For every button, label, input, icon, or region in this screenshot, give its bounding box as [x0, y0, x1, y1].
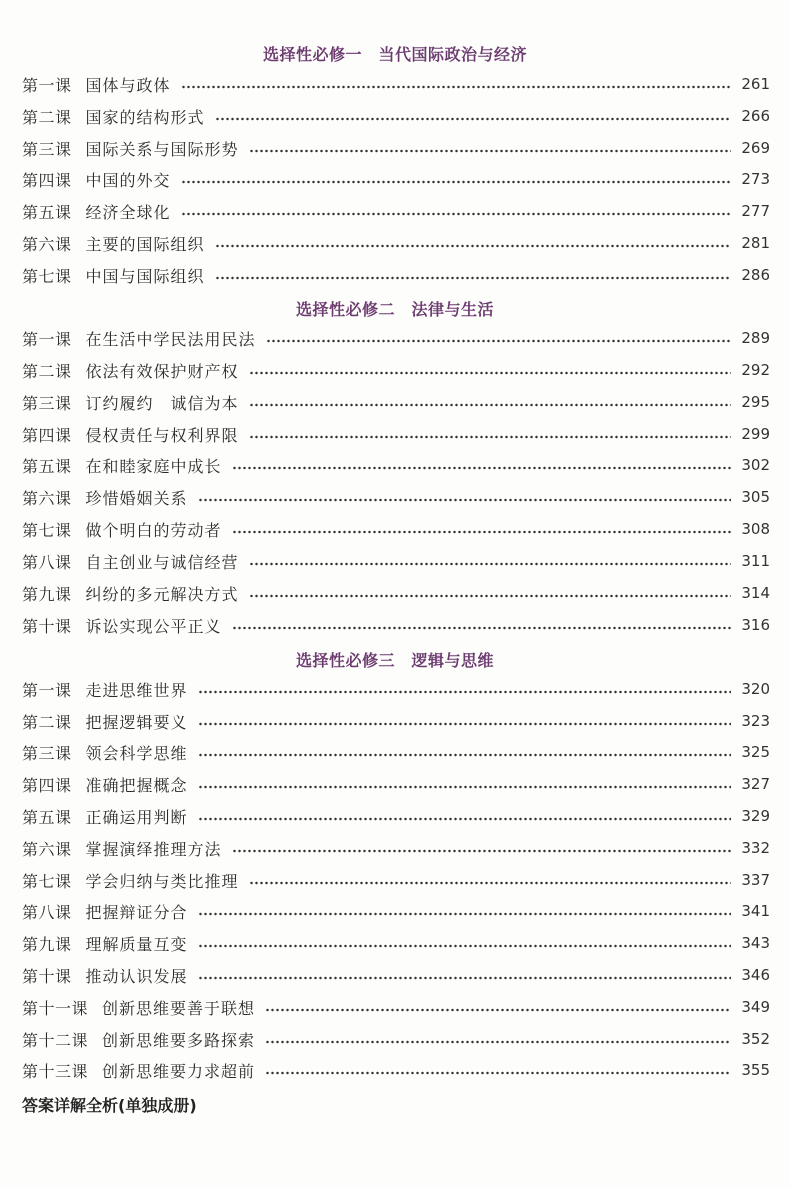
toc-entry[interactable] [22, 199, 770, 223]
toc-entry[interactable] [22, 422, 770, 446]
dot-leader [249, 149, 732, 153]
dot-leader [215, 276, 732, 280]
page-number: 320 [741, 680, 770, 698]
toc-entry[interactable] [22, 1058, 770, 1082]
lesson-title: 侵权责任与权利界限 [85, 425, 239, 445]
page-number: 327 [741, 775, 770, 793]
dot-leader [198, 785, 732, 789]
lesson-title: 做个明白的劳动者 [85, 520, 222, 540]
page-number: 355 [741, 1061, 770, 1079]
toc-entry[interactable] [22, 836, 770, 860]
toc-entry[interactable] [22, 709, 770, 733]
lesson-title: 掌握演绎推理方法 [85, 839, 222, 859]
dot-leader [249, 594, 732, 598]
lesson-title: 依法有效保护财产权 [85, 361, 239, 381]
page-number: 299 [741, 425, 770, 443]
lesson-title: 中国的外交 [85, 170, 171, 190]
lesson-number: 第五课 [22, 202, 72, 222]
toc-entry[interactable] [22, 167, 770, 191]
lesson-number: 第二课 [22, 107, 72, 127]
lesson-title: 走进思维世界 [85, 680, 188, 700]
dot-leader [265, 1071, 731, 1075]
toc-entry[interactable] [22, 772, 770, 796]
page-number: 346 [741, 966, 770, 984]
page-number: 302 [741, 456, 770, 474]
lesson-title: 推动认识发展 [85, 966, 188, 986]
page-number: 314 [741, 584, 770, 602]
lesson-number: 第六课 [22, 488, 72, 508]
lesson-number: 第八课 [22, 902, 72, 922]
lesson-title: 创新思维要力求超前 [102, 1061, 256, 1081]
dot-leader [198, 817, 732, 821]
lesson-title: 国体与政体 [85, 75, 171, 95]
toc-entry[interactable] [22, 740, 770, 764]
toc-entry[interactable] [22, 136, 770, 160]
page-number: 349 [741, 998, 770, 1016]
toc-entry[interactable] [22, 485, 770, 509]
lesson-number: 第六课 [22, 839, 72, 859]
toc-entry[interactable] [22, 677, 770, 701]
lesson-title: 自主创业与诚信经营 [85, 552, 239, 572]
page-number: 352 [741, 1030, 770, 1048]
lesson-number: 第一课 [22, 329, 72, 349]
lesson-number: 第七课 [22, 871, 72, 891]
page-number: 332 [741, 839, 770, 857]
section-title: 选择性必修一 当代国际政治与经济 [262, 45, 527, 64]
lesson-number: 第二课 [22, 712, 72, 732]
lesson-number: 第九课 [22, 934, 72, 954]
page-number: 341 [741, 902, 770, 920]
lesson-title: 国家的结构形式 [85, 107, 205, 127]
toc-entry[interactable] [22, 390, 770, 414]
lesson-title: 准确把握概念 [85, 775, 188, 795]
lesson-title: 把握逻辑要义 [85, 712, 188, 732]
page-number: 286 [741, 266, 770, 284]
dot-leader [215, 117, 732, 121]
toc-entry[interactable] [22, 899, 770, 923]
answer-booklet-note[interactable]: 答案详解全析(单独成册) [22, 1096, 197, 1115]
lesson-title: 理解质量互变 [85, 934, 188, 954]
lesson-number: 第二课 [22, 361, 72, 381]
page-number: 269 [741, 139, 770, 157]
lesson-title: 学会归纳与类比推理 [85, 871, 239, 891]
lesson-number: 第十二课 [22, 1030, 89, 1050]
dot-leader [198, 912, 732, 916]
lesson-title: 国际关系与国际形势 [85, 139, 239, 159]
toc-entry[interactable] [22, 995, 770, 1019]
dot-leader [181, 85, 732, 89]
page-number: 316 [741, 616, 770, 634]
dot-leader [266, 339, 732, 343]
toc-entry[interactable] [22, 868, 770, 892]
dot-leader [198, 690, 732, 694]
lesson-number: 第五课 [22, 807, 72, 827]
toc-entry[interactable] [22, 453, 770, 477]
lesson-title: 在生活中学民法用民法 [85, 329, 256, 349]
page-number: 281 [741, 234, 770, 252]
dot-leader [215, 244, 732, 248]
lesson-number: 第十课 [22, 616, 72, 636]
page-number: 337 [741, 871, 770, 889]
section-title: 选择性必修三 逻辑与思维 [295, 651, 494, 670]
page-number: 305 [741, 488, 770, 506]
toc-entry[interactable] [22, 72, 770, 96]
lesson-number: 第七课 [22, 266, 72, 286]
dot-leader [232, 530, 732, 534]
dot-leader [249, 435, 732, 439]
page-number: 277 [741, 202, 770, 220]
lesson-number: 第十一课 [22, 998, 89, 1018]
page-number: 289 [741, 329, 770, 347]
dot-leader [232, 466, 732, 470]
toc-entry[interactable] [22, 963, 770, 987]
lesson-title: 在和睦家庭中成长 [85, 456, 222, 476]
section-title: 选择性必修二 法律与生活 [295, 300, 494, 319]
toc-entry[interactable] [22, 517, 770, 541]
lesson-number: 第三课 [22, 139, 72, 159]
toc-entry[interactable] [22, 358, 770, 382]
lesson-title: 珍惜婚姻关系 [85, 488, 188, 508]
lesson-number: 第九课 [22, 584, 72, 604]
dot-leader [232, 626, 732, 630]
dot-leader [198, 944, 732, 948]
lesson-number: 第七课 [22, 520, 72, 540]
dot-leader [249, 562, 732, 566]
page-number: 292 [741, 361, 770, 379]
dot-leader [198, 498, 732, 502]
dot-leader [265, 1040, 731, 1044]
lesson-number: 第十三课 [22, 1061, 89, 1081]
dot-leader [198, 753, 732, 757]
toc-entry[interactable] [22, 231, 770, 255]
lesson-number: 第四课 [22, 775, 72, 795]
toc-entry[interactable] [22, 1027, 770, 1051]
lesson-number: 第十课 [22, 966, 72, 986]
lesson-title: 主要的国际组织 [85, 234, 205, 254]
page-number: 266 [741, 107, 770, 125]
page-number: 311 [741, 552, 770, 570]
lesson-title: 创新思维要多路探索 [102, 1030, 256, 1050]
page-number: 295 [741, 393, 770, 411]
dot-leader [249, 403, 732, 407]
toc-entry[interactable] [22, 549, 770, 573]
dot-leader [249, 371, 732, 375]
page-number: 343 [741, 934, 770, 952]
page-number: 261 [741, 75, 770, 93]
lesson-number: 第四课 [22, 170, 72, 190]
toc-entry[interactable] [22, 613, 770, 637]
dot-leader [249, 881, 732, 885]
lesson-title: 领会科学思维 [85, 743, 188, 763]
lesson-title: 正确运用判断 [85, 807, 188, 827]
toc-entry[interactable] [22, 804, 770, 828]
toc-entry[interactable] [22, 263, 770, 287]
page-number: 329 [741, 807, 770, 825]
lesson-title: 经济全球化 [85, 202, 171, 222]
lesson-title: 纠纷的多元解决方式 [85, 584, 239, 604]
lesson-title: 把握辩证分合 [85, 902, 188, 922]
lesson-number: 第六课 [22, 234, 72, 254]
lesson-number: 第一课 [22, 680, 72, 700]
dot-leader [265, 1008, 731, 1012]
lesson-title: 订约履约 诚信为本 [85, 393, 239, 413]
lesson-number: 第五课 [22, 456, 72, 476]
dot-leader [232, 849, 732, 853]
page-number: 323 [741, 712, 770, 730]
lesson-number: 第三课 [22, 743, 72, 763]
lesson-title: 创新思维要善于联想 [102, 998, 256, 1018]
lesson-number: 第四课 [22, 425, 72, 445]
toc-entry[interactable] [22, 931, 770, 955]
lesson-number: 第八课 [22, 552, 72, 572]
lesson-title: 中国与国际组织 [85, 266, 205, 286]
toc-entry[interactable] [22, 104, 770, 128]
lesson-number: 第一课 [22, 75, 72, 95]
page-number: 273 [741, 170, 770, 188]
dot-leader [198, 976, 732, 980]
dot-leader [181, 212, 732, 216]
lesson-number: 第三课 [22, 393, 72, 413]
toc-entry[interactable] [22, 326, 770, 350]
toc-entry[interactable] [22, 581, 770, 605]
lesson-title: 诉讼实现公平正义 [85, 616, 222, 636]
dot-leader [198, 722, 732, 726]
page-number: 308 [741, 520, 770, 538]
dot-leader [181, 180, 732, 184]
page-number: 325 [741, 743, 770, 761]
